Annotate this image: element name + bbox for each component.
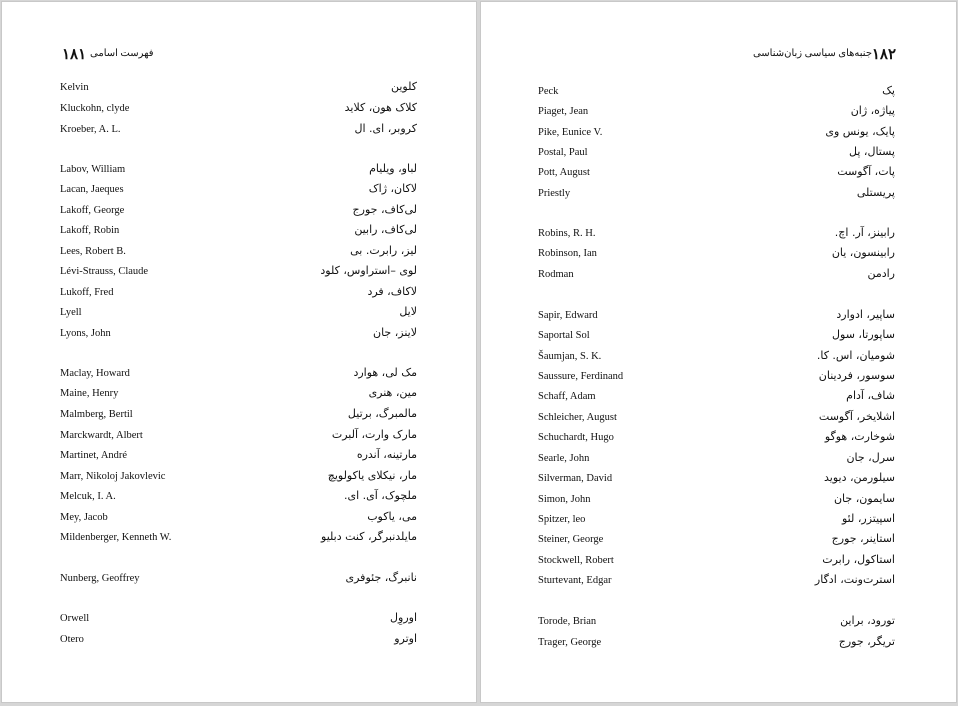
index-entry <box>481 614 956 634</box>
latin-name: Simon, John <box>538 494 591 505</box>
persian-name: استاکول، رابرت <box>822 553 895 566</box>
persian-name: مین، هنری <box>368 386 417 399</box>
latin-name: Pike, Eunice V. <box>538 127 603 138</box>
index-entry <box>481 451 956 471</box>
left-page <box>2 2 476 702</box>
index-entry <box>481 145 956 165</box>
index-entry <box>2 305 476 325</box>
latin-name: Labov, William <box>60 164 126 175</box>
index-entry <box>481 186 956 206</box>
persian-name: می، یاکوب <box>367 510 417 523</box>
index-entry <box>481 104 956 124</box>
persian-name: مارک وارت، آلبرت <box>331 428 417 441</box>
index-entry <box>481 532 956 552</box>
persian-name: لایل <box>399 305 417 318</box>
latin-name: Lees, Robert B. <box>60 246 126 257</box>
latin-name: Piaget, Jean <box>538 106 589 117</box>
latin-name: Steiner, George <box>538 534 604 545</box>
latin-name: Lakoff, Robin <box>60 225 120 236</box>
index-entry <box>2 366 476 386</box>
latin-name: Sapir, Edward <box>538 310 598 321</box>
persian-name: لاکاف، فرد <box>367 285 417 298</box>
index-entry <box>481 84 956 104</box>
index-entry <box>481 471 956 491</box>
index-entry <box>481 125 956 145</box>
index-entry <box>2 122 476 142</box>
index-entry <box>2 448 476 468</box>
name-index-list <box>481 2 956 702</box>
persian-name: اسپیتزر، لئو <box>841 512 895 525</box>
running-head: جنبه‌های سیاسی زبان‌شناسی <box>752 48 872 59</box>
persian-name: رادمن <box>867 267 895 280</box>
latin-name: Kroeber, A. L. <box>60 124 121 135</box>
latin-name: Schaff, Adam <box>538 391 596 402</box>
persian-name: لباو، ویلیام <box>369 162 417 175</box>
index-entry <box>2 632 476 652</box>
page-number: ۱۸۱ <box>62 47 87 63</box>
latin-name: Saportal Sol <box>538 330 590 341</box>
persian-name: ساپورتا، سول <box>832 328 895 341</box>
latin-name: Robins, R. H. <box>538 228 596 239</box>
latin-name: Trager, George <box>538 637 602 648</box>
persian-name: لی‌کاف، جورج <box>352 203 417 216</box>
persian-name: سیلورمن، دیوید <box>824 471 895 484</box>
persian-name: تریگر، جورج <box>838 635 895 648</box>
index-entry <box>2 326 476 346</box>
persian-name: مارتینه، آندره <box>356 448 417 461</box>
latin-name: Saussure, Ferdinand <box>538 371 624 382</box>
persian-name: استرت‌ونت، ادگار <box>814 573 895 586</box>
latin-name: Melcuk, I. A. <box>60 491 116 502</box>
index-entry <box>2 530 476 550</box>
name-index-list <box>2 2 476 702</box>
persian-name: مک لی، هوارد <box>353 366 417 379</box>
latin-name: Kluckohn, clyde <box>60 103 130 114</box>
index-entry <box>481 553 956 573</box>
persian-name: ساپیر، ادوارد <box>836 308 895 321</box>
persian-name: رابینسون، یان <box>831 246 895 259</box>
index-entry <box>481 389 956 409</box>
latin-name: Lyons, John <box>60 328 111 339</box>
latin-name: Marr, Nikoloj Jakovlevic <box>60 471 166 482</box>
persian-name: پک <box>882 84 895 97</box>
index-entry <box>2 244 476 264</box>
persian-name: اوروِل <box>390 611 417 624</box>
latin-name: Searle, John <box>538 453 590 464</box>
persian-name: لاینز، جان <box>373 326 417 339</box>
latin-name: Torode, Brian <box>538 616 597 627</box>
latin-name: Lacan, Jaeques <box>60 184 124 195</box>
persian-name: مار، نیکلای یاکولویچ <box>327 469 417 482</box>
persian-name: اشلایخر، آگوست <box>818 410 895 423</box>
latin-name: Priestly <box>538 188 571 199</box>
index-entry <box>2 407 476 427</box>
latin-name: Malmberg, Bertil <box>60 409 133 420</box>
persian-name: مایلدنبرگر، کنت دبلیو <box>321 530 417 543</box>
latin-name: Marckwardt, Albert <box>60 430 143 441</box>
running-head: فهرست اسامی <box>90 48 154 59</box>
index-entry <box>2 182 476 202</box>
index-entry <box>2 264 476 284</box>
persian-name: پات، آگوست <box>837 165 895 178</box>
persian-name: پریستلی <box>856 186 895 199</box>
index-entry <box>2 611 476 631</box>
index-entry <box>481 246 956 266</box>
index-entry <box>481 492 956 512</box>
index-entry <box>2 162 476 182</box>
latin-name: Pott, August <box>538 167 590 178</box>
persian-name: سرل، جان <box>846 451 895 464</box>
index-entry <box>481 267 956 287</box>
latin-name: Lévi-Strauss, Claude <box>60 266 149 277</box>
index-entry <box>481 635 956 655</box>
right-page <box>481 2 956 702</box>
latin-name: Šaumjan, S. K. <box>538 351 602 362</box>
index-entry <box>2 571 476 591</box>
persian-name: لیز، رابرت. بی <box>350 244 417 257</box>
persian-name: استاینر، جورج <box>831 532 895 545</box>
persian-name: لوی –استراوس، کلود <box>320 264 417 277</box>
latin-name: Postal, Paul <box>538 147 588 158</box>
persian-name: لی‌کاف، رابین <box>354 223 417 236</box>
latin-name: Silverman, David <box>538 473 613 484</box>
latin-name: Otero <box>60 634 84 645</box>
index-entry <box>2 285 476 305</box>
latin-name: Peck <box>538 86 559 97</box>
index-entry <box>2 80 476 100</box>
latin-name: Martinet, André <box>60 450 128 461</box>
index-entry <box>481 349 956 369</box>
latin-name: Kelvin <box>60 82 89 93</box>
index-entry <box>481 308 956 328</box>
persian-name: مالمبرگ، برتیل <box>347 407 417 420</box>
latin-name: Sturtevant, Edgar <box>538 575 612 586</box>
latin-name: Orwell <box>60 613 90 624</box>
persian-name: کروبر، ای. ال <box>354 122 417 135</box>
index-entry <box>2 203 476 223</box>
persian-name: تورود، براین <box>840 614 895 627</box>
persian-name: کلوین <box>391 80 417 93</box>
persian-name: نانبرگ، جئوفری <box>345 571 417 584</box>
persian-name: پیاژه، ژان <box>850 104 895 117</box>
latin-name: Lakoff, George <box>60 205 125 216</box>
index-entry <box>2 510 476 530</box>
latin-name: Schuchardt, Hugo <box>538 432 614 443</box>
persian-name: کلاک هون، کلاید <box>344 101 417 114</box>
persian-name: سایمون، جان <box>833 492 895 505</box>
persian-name: سوسور، فردینان <box>818 369 895 382</box>
index-entry <box>2 489 476 509</box>
persian-name: لاکان، ژاک <box>368 182 417 195</box>
persian-name: رابینز، آر. اچ. <box>834 226 895 239</box>
latin-name: Nunberg, Geoffrey <box>60 573 140 584</box>
latin-name: Maclay, Howard <box>60 368 130 379</box>
index-entry <box>481 165 956 185</box>
latin-name: Lukoff, Fred <box>60 287 114 298</box>
index-entry <box>481 410 956 430</box>
persian-name: پایک، یونس وی <box>825 125 895 138</box>
index-entry <box>481 430 956 450</box>
index-entry <box>2 428 476 448</box>
latin-name: Schleicher, August <box>538 412 617 423</box>
persian-name: ملچوک، آی. ای. <box>343 489 417 502</box>
index-entry <box>481 512 956 532</box>
index-entry <box>2 386 476 406</box>
index-entry <box>481 226 956 246</box>
index-entry <box>2 101 476 121</box>
index-entry <box>481 369 956 389</box>
latin-name: Mildenberger, Kenneth W. <box>60 532 172 543</box>
latin-name: Mey, Jacob <box>60 512 108 523</box>
persian-name: اوترو <box>394 632 417 645</box>
latin-name: Rodman <box>538 269 574 280</box>
latin-name: Maine, Henry <box>60 388 119 399</box>
latin-name: Spitzer, leo <box>538 514 586 525</box>
index-entry <box>481 573 956 593</box>
latin-name: Lyell <box>60 307 82 318</box>
page-number: ۱۸۲ <box>871 47 896 63</box>
persian-name: شوخارت، هوگو <box>824 430 895 443</box>
persian-name: شاف، آدام <box>846 389 895 402</box>
index-entry <box>2 223 476 243</box>
persian-name: شومیان، اس. کا. <box>816 349 895 362</box>
persian-name: پستال، پل <box>849 145 895 158</box>
latin-name: Stockwell, Robert <box>538 555 614 566</box>
latin-name: Robinson, Ian <box>538 248 597 259</box>
index-entry <box>2 469 476 489</box>
index-entry <box>481 328 956 348</box>
